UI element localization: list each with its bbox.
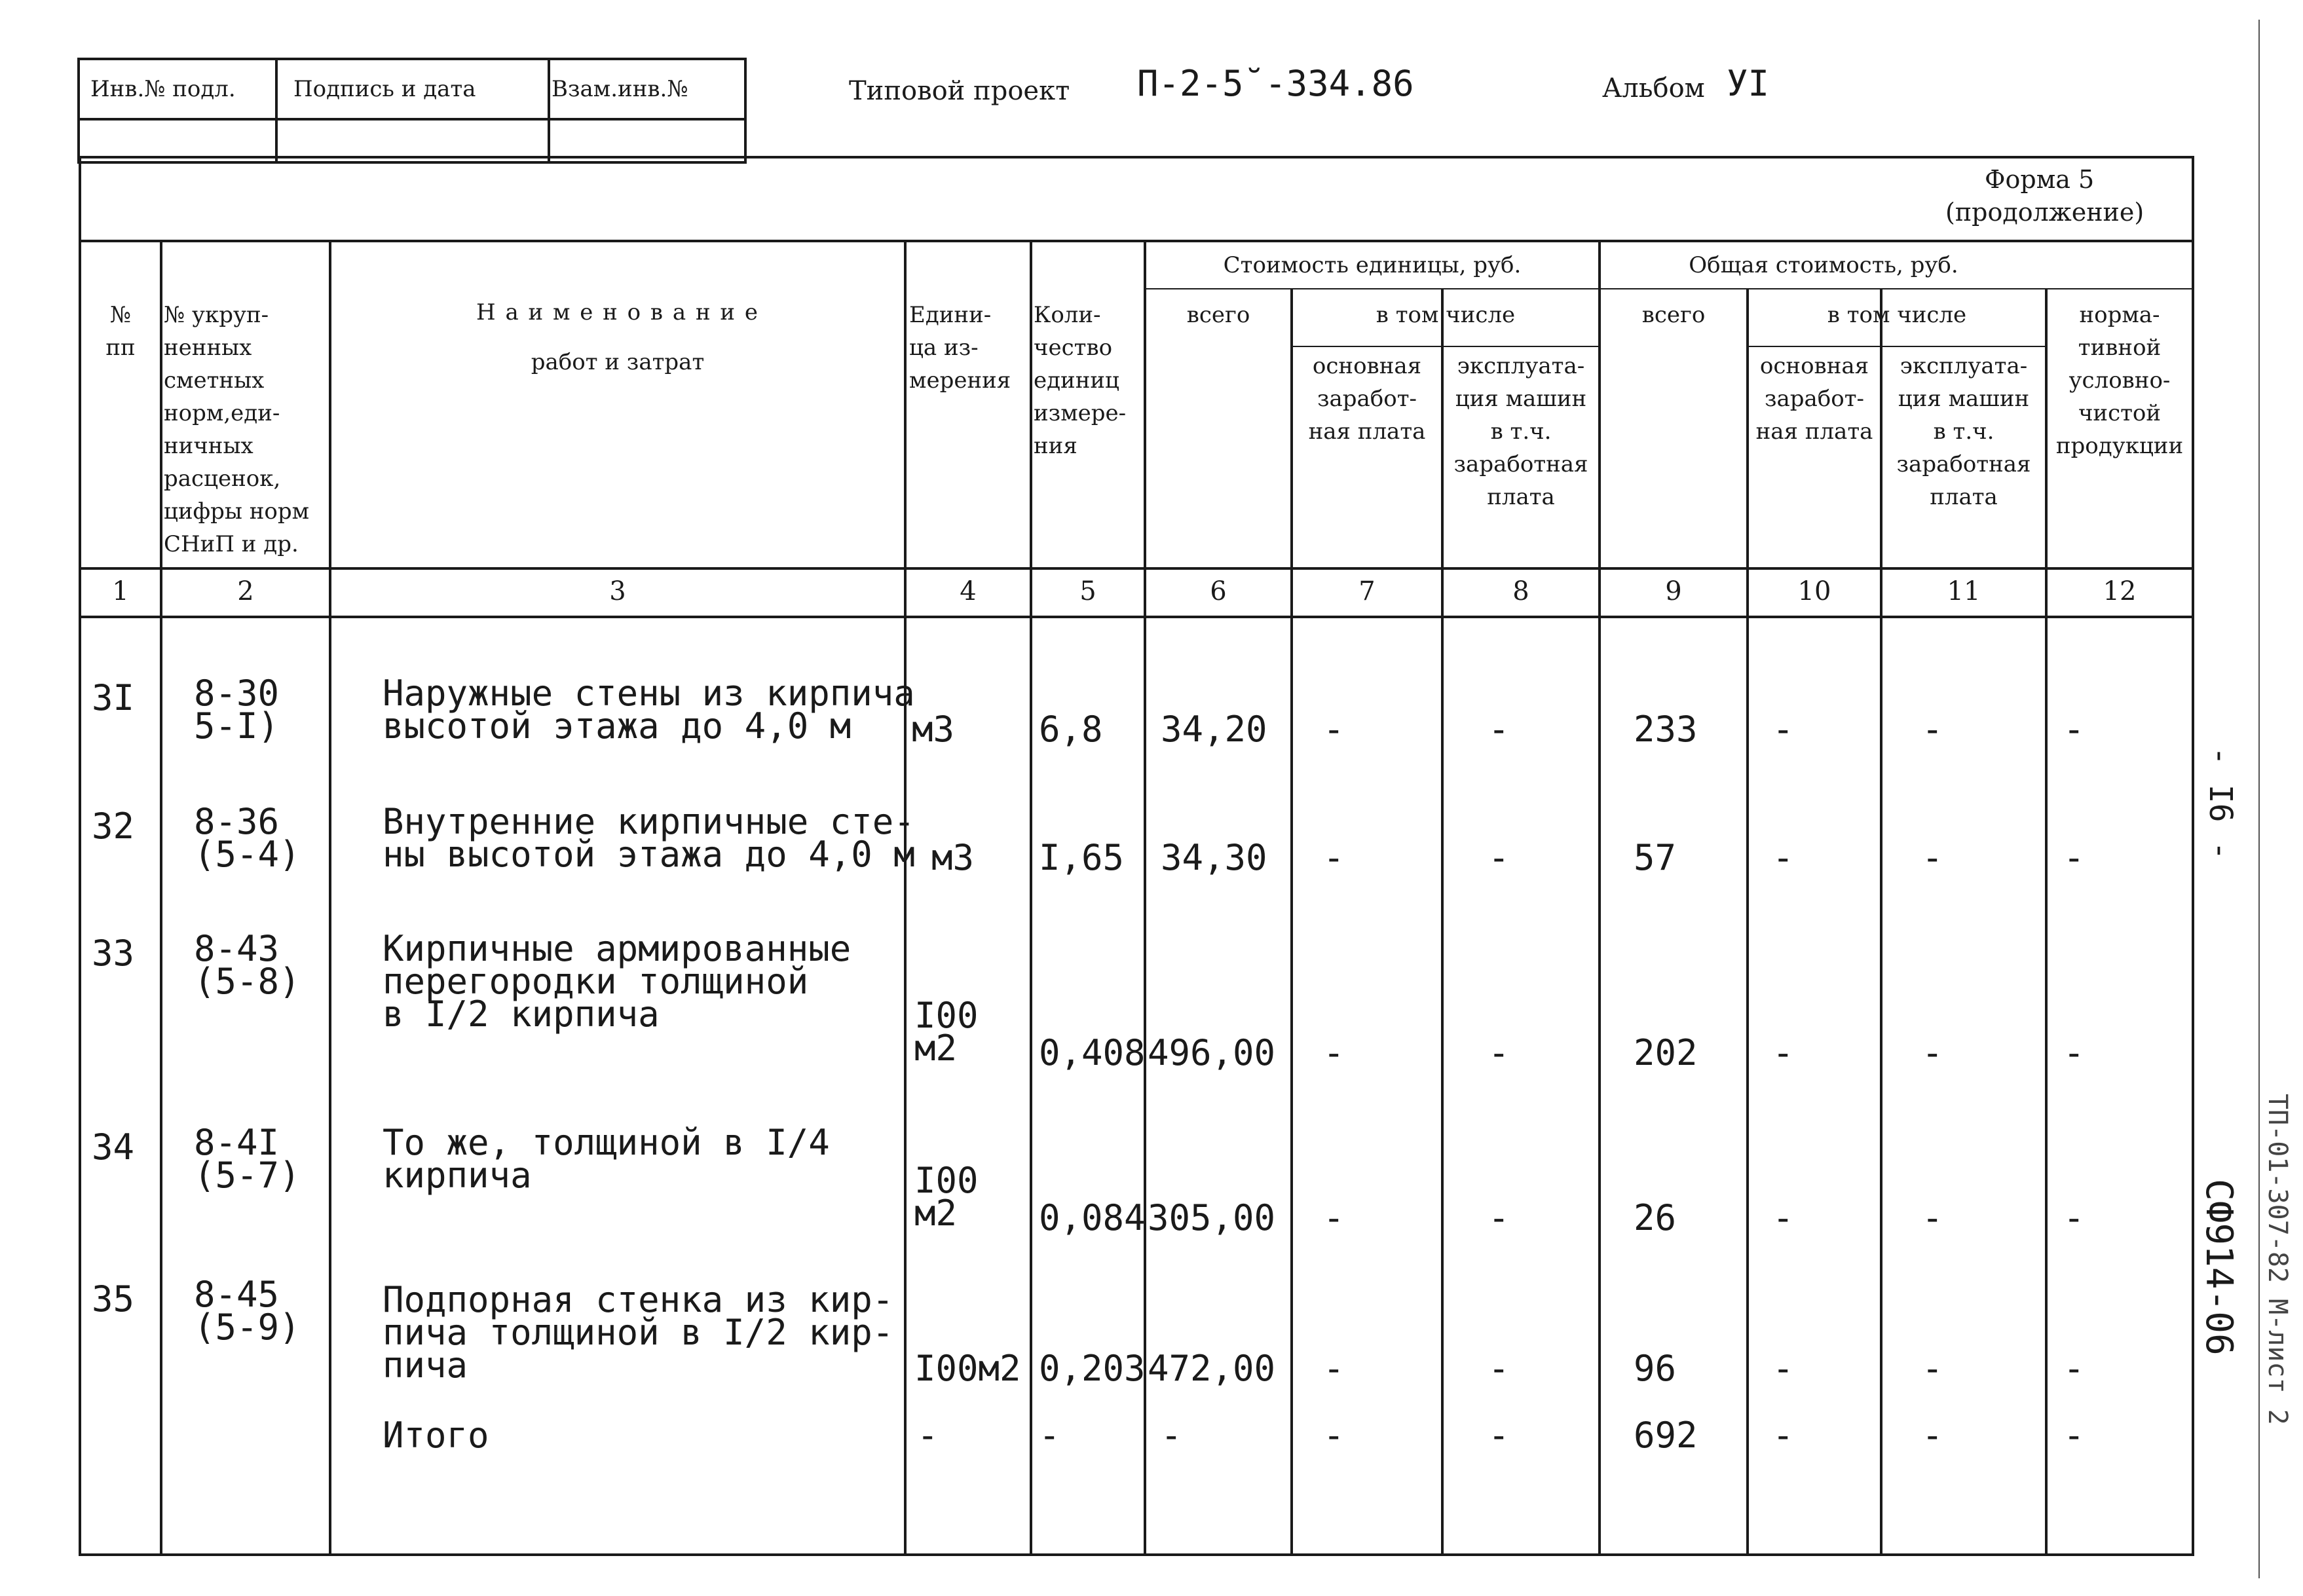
incl-header: в том числе [1376,302,1516,328]
total-cost: - [1161,1415,1182,1456]
row-cost: 34,20 [1161,709,1267,750]
row-c7: - [1323,1197,1345,1238]
project-code: П-2-5̆ -334.86 [1137,63,1414,104]
row-unit: I00м2 [914,1348,1021,1389]
row-code: 8-45 (5-9) [194,1274,301,1348]
row-c12: - [2063,837,2085,878]
row-unit: I00 м2 [914,995,979,1069]
form-subtitle: (продолжение) [1945,198,2144,227]
row-c10: - [1772,1197,1794,1238]
side-ref: ТП-01-307-82 М-лист 2 [2262,1094,2293,1425]
side-code: СФ914-06 [2198,1179,2240,1356]
row-c10: - [1772,1032,1794,1073]
col-header-7: основная заработ- ная плата [1308,353,1426,445]
col-number: 11 [1947,576,1981,606]
row-c10: - [1772,709,1794,750]
row-total: 233 [1634,709,1698,750]
row-name: Наружные стены из кирпича высотой этажа до 4,0 м [383,673,915,747]
row-cost: 34,30 [1161,837,1267,878]
row-c12: - [2063,1197,2085,1238]
col-number: 6 [1210,576,1227,606]
col-number: 5 [1079,576,1096,606]
row-number: 33 [92,933,135,974]
row-c8: - [1488,1032,1510,1073]
row-c12: - [2063,1348,2085,1389]
row-name: Подпорная стенка из кир- пича толщиной в I/2 кир- пича [383,1279,894,1386]
col-header-6: всего [1186,302,1250,328]
col-header-3-sub: работ и затрат [531,349,705,375]
total-sum: 692 [1634,1415,1698,1456]
row-qty: 0,408 [1039,1032,1146,1073]
row-total: 202 [1634,1032,1698,1073]
unit-cost-header: Стоимость единицы, руб. [1223,252,1522,278]
row-name: Кирпичные армированные перегородки толщиной в I/2 кирпича [383,928,852,1035]
row-c7: - [1323,837,1345,878]
col-header-4: Едини- ца из- мерения [909,302,1011,394]
row-number: 35 [92,1278,135,1320]
row-name: То же, толщиной в I/4 кирпича [383,1122,830,1196]
total-c12: - [2063,1415,2085,1456]
stamp-vzam-label: Взам.инв.№ [552,76,688,102]
row-c8: - [1488,1348,1510,1389]
row-c12: - [2063,1032,2085,1073]
row-unit: м3 [931,837,975,878]
row-number: 32 [92,806,135,847]
col-header-2: № укруп- ненных сметных норм,еди- ничных расценок, цифры норм СНиП и др. [164,302,310,557]
row-total: 57 [1634,837,1677,878]
row-number: 3I [92,677,135,718]
row-code: 8-36 (5-4) [194,801,301,875]
col-header-5: Коли- чество единиц измере- ния [1034,302,1127,459]
stamp-inv-label: Инв.№ подл. [90,76,236,102]
col-header-9: всего [1641,302,1706,328]
col-header-3-title: Н а и м е н о в а н и е [476,299,760,325]
col-header-12: норма- тивной условно- чистой продукции [2055,302,2184,459]
col-number: 1 [112,576,129,606]
col-number: 8 [1512,576,1529,606]
col-header-8: эксплуата- ция машин в т.ч. заработная плата [1453,353,1588,510]
row-c11: - [1922,1348,1943,1389]
col-number: 3 [609,576,626,606]
col-number: 12 [2103,576,2137,606]
row-code: 8-30 5-I) [194,673,280,747]
total-qty: - [1039,1415,1060,1456]
row-c7: - [1323,1348,1345,1389]
row-c8: - [1488,709,1510,750]
col-header-11: эксплуата- ция машин в т.ч. заработная плата [1896,353,2031,510]
album-value: УI [1727,63,1770,104]
row-total: 96 [1634,1348,1677,1389]
row-cost: 472,00 [1148,1348,1276,1389]
row-cost: 496,00 [1148,1032,1276,1073]
row-c11: - [1922,1032,1943,1073]
album-label: Альбом [1602,73,1705,103]
row-c8: - [1488,837,1510,878]
row-unit: I00 м2 [914,1160,979,1234]
total-cost-header: Общая стоимость, руб. [1689,252,1958,278]
row-c7: - [1323,709,1345,750]
total-unit: - [917,1415,939,1456]
row-c10: - [1772,837,1794,878]
row-c11: - [1922,1197,1943,1238]
row-c11: - [1922,709,1943,750]
page-number: - I6 - [2202,747,2239,861]
incl2-header: в том числе [1827,302,1967,328]
col-number: 4 [960,576,977,606]
row-number: 34 [92,1126,135,1168]
form-title: Форма 5 [1985,165,2095,194]
row-unit: м3 [912,709,955,750]
row-code: 8-4I (5-7) [194,1122,301,1196]
total-label: Итого [383,1415,489,1456]
row-total: 26 [1634,1197,1677,1238]
col-number: 2 [237,576,254,606]
row-qty: I,65 [1039,837,1125,878]
row-code: 8-43 (5-8) [194,928,301,1002]
col-header-10: основная заработ- ная плата [1755,353,1873,445]
row-c10: - [1772,1348,1794,1389]
row-name: Внутренние кирпичные сте- ны высотой этажа до 4,0 м [383,801,915,875]
row-qty: 0,203 [1039,1348,1146,1389]
row-c7: - [1323,1032,1345,1073]
col-number: 9 [1665,576,1682,606]
col-number: 7 [1358,576,1376,606]
row-c12: - [2063,709,2085,750]
project-label: Типовой проект [849,76,1070,106]
total-c10: - [1772,1415,1794,1456]
row-qty: 0,084 [1039,1197,1146,1238]
row-c11: - [1922,837,1943,878]
stamp-sign-label: Подпись и дата [293,76,476,102]
total-c11: - [1922,1415,1943,1456]
row-c8: - [1488,1197,1510,1238]
row-qty: 6,8 [1039,709,1103,750]
total-c8: - [1488,1415,1510,1456]
col-header-1: № пп [105,302,136,361]
col-number: 10 [1797,576,1831,606]
row-cost: 305,00 [1148,1197,1276,1238]
total-c7: - [1323,1415,1345,1456]
